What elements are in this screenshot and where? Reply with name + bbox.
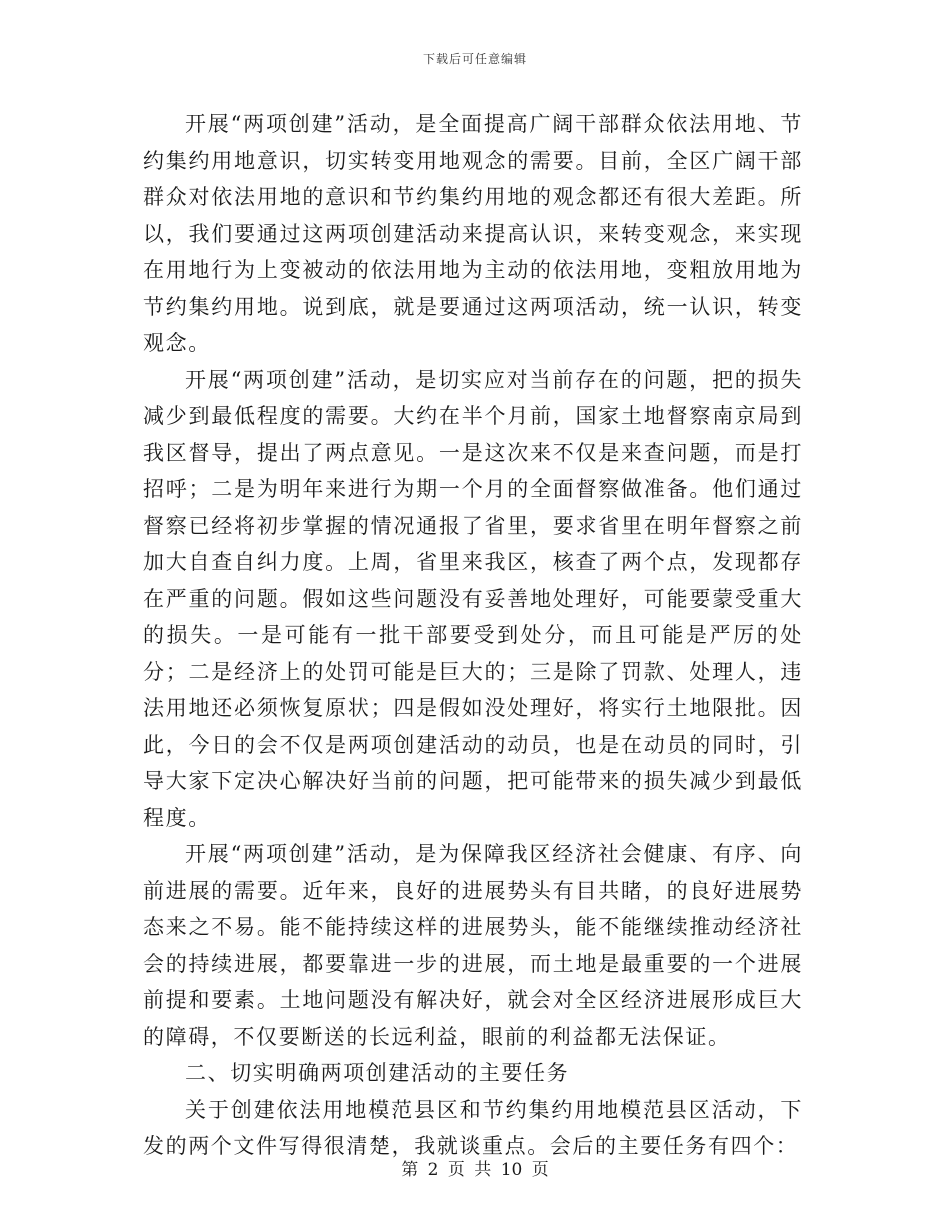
page-header-note: 下载后可任意编辑: [422, 52, 527, 66]
page-number: 第 2 页 共 10 页: [401, 1160, 549, 1180]
paragraph-current-problems: 开展“两项创建”活动，是切实应对当前存在的问题，把的损失减少到最低程度的需要。大约在半个月前，国家土地督察南京局到我区督导，提出了两点意见。一是这次来不仅是来查问题，而是打招呼；二是为明年来进行为期一个月的全面督察做准备。他们通过督察已经将初步掌握的情况通报了省里，要求省里在明年督察之前加大自查自纠力度。上周，省里来我区，核查了两个点，发现都存在严重的问题。假如这些问题没有妥善地处理好，可能要蒙受重大的损失。一是可能有一批干部要受到处分，而且可能是严厉的处分；二是经济上的处罚可能是巨大的；三是除了罚款、处理人，违法用地还必须恢复原状；四是假如没处理好，将实行土地限批。因此，今日的会不仅是两项创建活动的动员，也是在动员的同时，引导大家下定决心解决好当前的问题，把可能带来的损失减少到最低程度。: [143, 367, 803, 830]
section-heading-main-tasks: 二、切实明确两项创建活动的主要任务: [185, 1061, 570, 1085]
paragraph-land-awareness: 开展“两项创建”活动，是全面提高广阔干部群众依法用地、节约集约用地意识，切实转变用地观念的需要。目前，全区广阔干部群众对依法用地的意识和节约集约用地的观念都还有很大差距。所以，我们要通过这两项创建活动来提高认识，来转变观念，来实现在用地行为上变被动的依法用地为主动的依法用地，变粗放用地为节约集约用地。说到底，就是要通过这两项活动，统一认识，转变观念。: [143, 112, 803, 355]
paragraph-economic-development: 开展“两项创建”活动，是为保障我区经济社会健康、有序、向前进展的需要。近年来，良好的进展势头有目共睹，的良好进展势态来之不易。能不能持续这样的进展势头，能不能继续推动经济社会的持续进展，都要靠进一步的进展，而土地是最重要的一个进展前提和要素。土地问题没有解决好，就会对全区经济进展形成巨大的障碍，不仅要断送的长远利益，眼前的利益都无法保证。: [143, 842, 803, 1049]
paragraph-tasks-intro: 关于创建依法用地模范县区和节约集约用地模范县区活动，下发的两个文件写得很清楚，我就谈重点。会后的主要任务有四个：: [143, 1097, 803, 1158]
document-body: [143, 106, 803, 1165]
